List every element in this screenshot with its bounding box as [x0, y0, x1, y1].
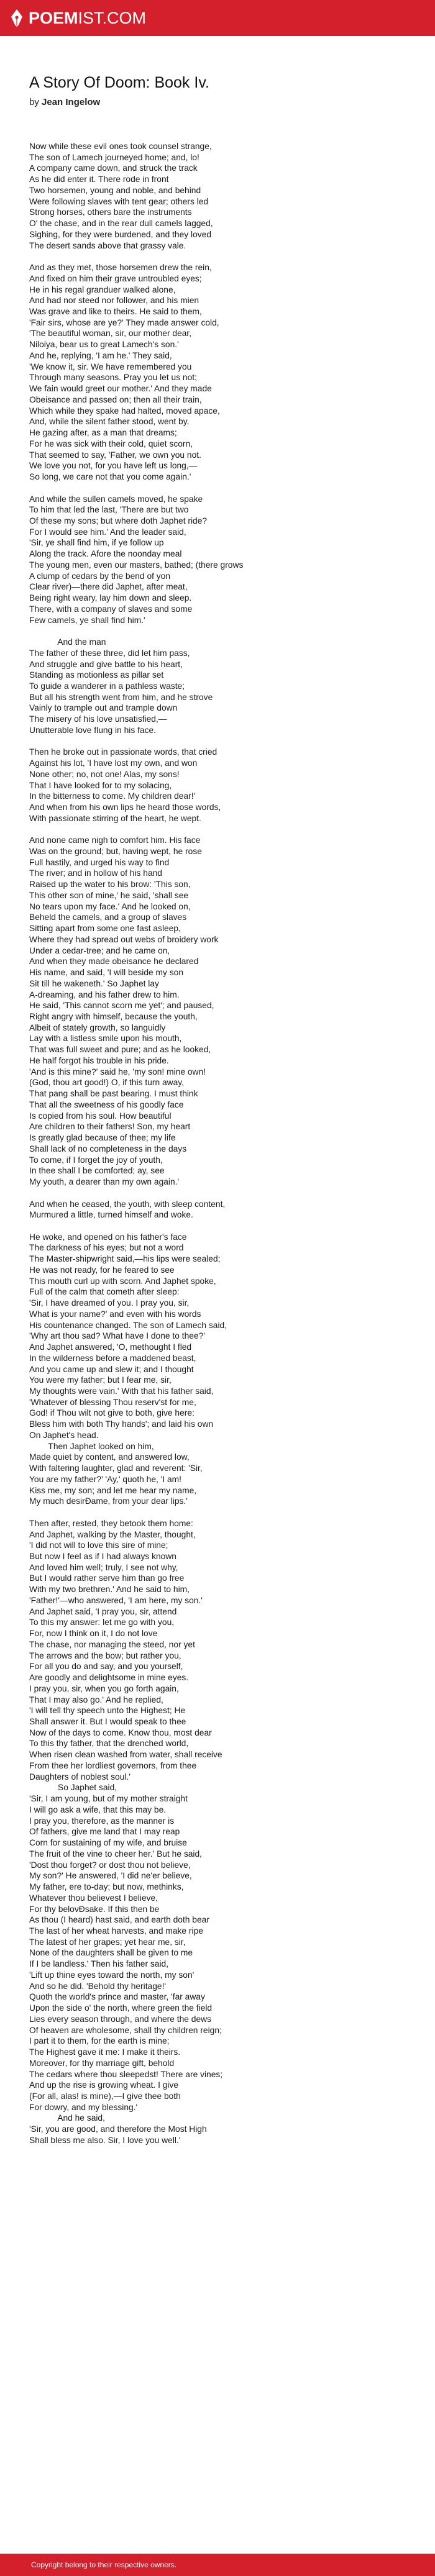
poem-line: To guide a wanderer in a pathless waste; [29, 681, 185, 691]
poem-line: And he said, [29, 2113, 105, 2123]
poem-line: Under a cedar-tree; and he came on, [29, 945, 170, 955]
poem-line: The fruit of the vine to cheer her.' But he said, [29, 1849, 202, 1859]
poem-line: 'I will tell thy speech unto the Highest; He [29, 1706, 186, 1716]
poem-line: Was on the ground; but, having wept, he rose [29, 847, 202, 856]
poem-line: My son?' He answered, 'I did ne'er believe, [29, 1871, 192, 1881]
poem-line: There, with a company of slaves and some [29, 604, 193, 614]
poem-line: That was full sweet and pure; and as he looked, [29, 1045, 211, 1055]
poem-line: Shall bless me also. Sir, I love you well.' [29, 2135, 181, 2145]
poem-line: The last of her wheat harvests, and make ripe [29, 1926, 203, 1936]
poem-line: And you came up and slew it; and I thought [29, 1364, 194, 1374]
poem-line: I will go ask a wife, that this may be. [29, 1805, 167, 1814]
poem-line: (For all, alas! is mine),—I give thee both [29, 2091, 181, 2101]
poem-line: 'Lift up thine eyes toward the north, my son' [29, 1970, 195, 1980]
poem-line: And while the sullen camels moved, he spake [29, 494, 203, 504]
poem-line: He half forgot his trouble in his pride. [29, 1055, 169, 1065]
poem-line: Vainly to trample out and trample down [29, 703, 178, 713]
poem-line: And Japhet said, 'I pray you, sir, attend [29, 1606, 177, 1616]
poem-line: Sitting apart from some one fast asleep, [29, 924, 181, 934]
poem-line: We fain would greet our mother.' And they made [29, 384, 212, 394]
poem-line: Now while these evil ones took counsel strange, [29, 142, 212, 151]
poem-line: Made quiet by content, and answered low, [29, 1452, 190, 1462]
poem-line: Sit till he wakeneth.' So Japhet lay [29, 978, 159, 988]
poem-line: Bless him with both Thy hands'; and laid his own [29, 1419, 214, 1429]
site-header [0, 0, 435, 36]
poem-line: The darkness of his eyes; but not a word [29, 1243, 184, 1253]
poem-line: Shall lack of no completeness in the days [29, 1144, 187, 1154]
poem-line: Being right weary, lay him down and sleep. [29, 593, 192, 603]
by-label: by [29, 97, 39, 107]
poem-line: Raised up the water to his brow: 'This son, [29, 880, 191, 890]
poem-line: That I may also go.' And he replied, [29, 1695, 163, 1704]
poem-line: So Japhet said, [29, 1783, 117, 1793]
poem-line: The chase, nor managing the steed, nor yet [29, 1639, 195, 1649]
poem-line: Is greatly glad because of thee; my life [29, 1133, 176, 1143]
poem-line: For dowry, and my blessing.' [29, 2102, 138, 2112]
poem-line: The desert sands above that grassy vale. [29, 240, 186, 250]
poem-container [29, 73, 408, 2146]
poem-line: Of fathers, give me land that I may reap [29, 1827, 180, 1837]
poem-line: As thou (I heard) hast said, and earth doth bear [29, 1915, 209, 1925]
poem-line: Albeit of stately growth, so languidly [29, 1022, 166, 1032]
poem-line: As he did enter it. There rode in front [29, 175, 169, 184]
poem-line: And Japhet, walking by the Master, thought, [29, 1529, 196, 1539]
poem-line: None of the daughters shall be given to me [29, 1948, 193, 1958]
poem-line: God! if Thou wilt not give to both, give here: [29, 1408, 195, 1418]
poem-line: The latest of her grapes; yet hear me, sir, [29, 1937, 186, 1947]
logo-text-rest: IST.COM [78, 8, 147, 27]
poem-line: Were following slaves with tent gear; others led [29, 196, 209, 206]
poem-line: And, while the silent father stood, went by. [29, 417, 190, 427]
poem-line: In the wilderness before a maddened beast, [29, 1353, 196, 1363]
poem-line: With my two brethren.' And he said to him, [29, 1585, 190, 1595]
poem-line: 'The beautiful woman, sir, our mother dear, [29, 329, 192, 339]
poem-line: Through many seasons. Pray you let us not; [29, 373, 197, 383]
poem-line: On Japhet's head. [29, 1430, 99, 1440]
poem-line: No tears upon my face.' And he looked on, [29, 901, 191, 911]
stanza-break [29, 824, 408, 835]
poem-line: Of these my sons; but where doth Japhet ride? [29, 516, 208, 526]
poem-line: 'We know it, sir. We have remembered you [29, 362, 192, 371]
poem-line: The misery of his love unsatisfied,— [29, 714, 167, 724]
poem-line: 'I did not will to love this sire of mine; [29, 1541, 168, 1550]
poem-line: 'Sir, I have dreamed of you. I pray you, sir, [29, 1298, 190, 1308]
poem-line: This other son of mine,' he said, 'shall see [29, 890, 189, 900]
author-link[interactable]: Jean Ingelow [42, 97, 101, 107]
poem-line: And when he ceased, the youth, with sleep content, [29, 1199, 226, 1209]
poem-line: Moreover, for thy marriage gift, behold [29, 2058, 175, 2068]
stanza-break [29, 1507, 408, 1518]
poem-line: Right angry with himself, because the youth, [29, 1012, 198, 1022]
poem-line: The cedars where thou sleepedst! There are vines; [29, 2069, 223, 2079]
poem-line: I part it to them, for the earth is mine; [29, 2036, 170, 2046]
poem-line: But I would rather serve him than go free [29, 1573, 185, 1583]
poem-line: My thoughts were vain.' With that his father said, [29, 1386, 214, 1396]
poem-line: He gazing after, as a man that dreams; [29, 428, 177, 438]
poem-line: Corn for sustaining of my wife, and bruise [29, 1838, 187, 1848]
poem-line: But now I feel as if I had always known [29, 1552, 176, 1561]
poem-line: Sighing, for they were burdened, and they loved [29, 229, 211, 239]
poem-line: And as they met, those horsemen drew the rein, [29, 263, 212, 273]
poem-line: Unutterable love flung in his face. [29, 725, 157, 735]
poem-line: And when from his own lips he heard those words, [29, 803, 221, 812]
poem-line: His countenance changed. The son of Lamech said, [29, 1320, 227, 1330]
copyright-text: Copyright belong to their respective owners. [31, 2560, 177, 2569]
poem-line: Which while they spake had halted, moved apace, [29, 406, 220, 416]
poem-line: O' the chase, and in the rear dull camels lagged, [29, 219, 213, 229]
poem-line: Murmured a little, turned himself and woke. [29, 1210, 193, 1220]
poem-line: 'Fair sirs, whose are ye?' They made answer cold, [29, 317, 219, 327]
poem-line: Kiss me, my son; and let me hear my name, [29, 1485, 197, 1495]
poem-line: In thee shall I be comforted; ay, see [29, 1166, 165, 1176]
poem-line: A-dreaming, and his father drew to him. [29, 990, 180, 999]
poem-line: In the bitterness to come. My children dear!' [29, 791, 196, 801]
poem-line: And so he did. 'Behold thy heritage!' [29, 1981, 167, 1991]
stanza-break [29, 736, 408, 747]
poem-line: Quoth the world's prince and master, 'far away [29, 1992, 205, 2002]
stanza-break [29, 626, 408, 637]
logo-text-bold: POEM [29, 8, 78, 27]
poem-line: To this thy father, that the drenched world, [29, 1739, 189, 1749]
poem-line: 'Sir, I am young, but of my mother straight [29, 1794, 188, 1804]
poem-line: 'Father!'—who answered, 'I am here, my son.' [29, 1595, 203, 1605]
poem-line: Then Japhet looked on him, [29, 1441, 154, 1451]
poem-line: Now of the days to come. Know thou, most dear [29, 1727, 212, 1737]
poem-line: Are goodly and delightsome in mine eyes. [29, 1673, 189, 1683]
poem-line: And he, replying, 'I am he.' They said, [29, 350, 172, 360]
poem-line: For he was sick with their cold, quiet scorn, [29, 439, 193, 448]
pen-nib-icon [10, 9, 24, 27]
poem-line: Then he broke out in passionate words, that cried [29, 747, 218, 757]
poem-line: What is your name?' and even with his words [29, 1309, 201, 1319]
poem-line: And had nor steed nor follower, and his mien [29, 296, 199, 306]
poem-line: If I be landless.' Then his father said, [29, 1959, 169, 1969]
poem-line: And struggle and give battle to his heart, [29, 659, 183, 669]
stanza-break [29, 483, 408, 494]
poem-line: That all the sweetness of his goodly face [29, 1099, 184, 1109]
poem-line: With faltering laughter, glad and reverent: 'Sir, [29, 1463, 203, 1473]
poem-line: To this my answer: let me go with you, [29, 1618, 175, 1627]
poem-line: That I have looked for to my solacing, [29, 780, 172, 790]
poem-body [29, 141, 408, 2146]
poem-line: Whatever thou believest I believe, [29, 1893, 158, 1903]
poem-line: 'Dost thou forget? or dost thou not believe, [29, 1860, 191, 1870]
poem-line: That pang shall be past bearing. I must think [29, 1089, 198, 1099]
poem-line: Full of the calm that cometh after sleep: [29, 1287, 180, 1297]
poem-line: A company came down, and struck the track [29, 163, 198, 173]
poem-line: My youth, a dearer than my own again.' [29, 1177, 180, 1187]
poem-line: 'Why art thou sad? What have I done to thee?' [29, 1331, 205, 1341]
poem-line: That seemed to say, 'Father, we own you not. [29, 450, 201, 460]
poem-title: A Story Of Doom: Book Iv. [29, 74, 209, 91]
poem-line: The father of these three, did let him pass, [29, 648, 190, 658]
poem-line: We love you not, for you have left us long,— [29, 461, 198, 471]
poem-line: A clump of cedars by the bend of yon [29, 571, 171, 581]
poem-line: This mouth curl up with scorn. And Japhet spoke, [29, 1276, 216, 1286]
poem-line: Upon the side o' the north, where green the field [29, 2003, 213, 2013]
site-footer [0, 2554, 435, 2576]
poem-line: Strong horses, others bare the instruments [29, 207, 192, 217]
poem-line: When risen clean washed from water, shall receive [29, 1750, 222, 1760]
poem-line: Daughters of noblest soul.' [29, 1772, 130, 1782]
poem-line: To him that led the last, 'There are but two [29, 505, 189, 515]
poem-line: For, now I think on it, I do not love [29, 1629, 158, 1639]
poem-line: He said, 'This cannot scorn me yet'; and paused, [29, 1001, 214, 1011]
poem-line: With passionate stirring of the heart, he wept. [29, 813, 201, 823]
poem-line: And fixed on him their grave untroubled eyes; [29, 273, 202, 283]
poem-line: He woke, and opened on his father's face [29, 1232, 187, 1242]
site-logo[interactable] [10, 9, 146, 28]
poem-line: To come, if I forget the joy of youth, [29, 1155, 163, 1165]
poem-line: For I would see him.' And the leader said, [29, 527, 186, 537]
poem-line: Of heaven are wholesome, shall thy children reign; [29, 2025, 222, 2035]
poem-line: For thy belovÐsake. If this then be [29, 1904, 160, 1914]
poem-line: Lies every season through, and where the dews [29, 2014, 211, 2024]
poem-line: 'And is this mine?' said he, 'my son! mine own! [29, 1067, 206, 1076]
poem-line: I pray you, therefore, as the manner is [29, 1816, 175, 1826]
poem-line: Along the track. Afore the noonday meal [29, 549, 182, 559]
poem-line: Niloiya, bear us to great Lamech's son.' [29, 340, 179, 350]
poem-line: And Japhet answered, 'O, methought I fled [29, 1342, 192, 1352]
poem-line: Two horsemen, young and noble, and behind [29, 185, 201, 195]
poem-line: Obeisance and passed on; then all their train, [29, 394, 202, 404]
poem-line: Is copied from his soul. How beautiful [29, 1111, 172, 1121]
poem-line: Then after, rested, they betook them home: [29, 1518, 193, 1528]
poem-line: And up the rise is growing wheat. I give [29, 2080, 179, 2090]
poem-line: Few camels, ye shall find him.' [29, 615, 145, 625]
poem-line: Are children to their fathers! Son, my heart [29, 1122, 191, 1132]
byline [29, 96, 408, 109]
poem-line: The young men, even our masters, bathed; (there grows [29, 560, 244, 570]
poem-line: Against his lot, 'I have lost my own, and won [29, 758, 198, 768]
poem-line: I pray you, sir, when you go forth again, [29, 1683, 179, 1693]
poem-line: Full hastily, and urged his way to find [29, 857, 170, 867]
poem-line: Clear river)—there did Japhet, after meat, [29, 582, 188, 592]
poem-line: Shall answer it. But I would speak to thee [29, 1717, 186, 1727]
poem-line: None other; no, not one! Alas, my sons! [29, 769, 180, 779]
poem-line: You were my father; but I fear me, sir, [29, 1375, 172, 1385]
poem-line: And none came nigh to comfort him. His face [29, 835, 201, 845]
poem-line: And loved him well; truly, I see not why, [29, 1562, 178, 1572]
stanza-break [29, 1188, 408, 1199]
poem-line: His name, and said, 'I will beside my son [29, 968, 184, 978]
poem-line: But all his strength went from him, and he strove [29, 692, 213, 702]
poem-line: Was grave and like to theirs. He said to them, [29, 307, 202, 317]
poem-line: Lay with a listless smile upon his mouth, [29, 1034, 182, 1044]
poem-line: The son of Lamech journeyed home; and, lo! [29, 152, 199, 162]
poem-line: From thee her lordliest governors, from thee [29, 1760, 197, 1770]
poem-line: You are my father?' 'Ay,' quoth he, 'I am! [29, 1474, 181, 1484]
poem-line: Beheld the camels, and a group of slaves [29, 913, 187, 922]
stanza-break [29, 1221, 408, 1232]
poem-line: He in his regal granduer walked alone, [29, 284, 176, 294]
poem-line: The river; and in hollow of his hand [29, 868, 162, 878]
stanza-break [29, 251, 408, 262]
poem-line: My much desirÐame, from your dear lips.' [29, 1496, 188, 1506]
poem-line: 'Whatever of blessing Thou reserv'st for me, [29, 1397, 196, 1407]
poem-line: The Highest gave it me: I make it theirs. [29, 2047, 181, 2057]
poem-line: 'Sir, you are good, and therefore the Most High [29, 2124, 207, 2134]
poem-line: Where they had spread out webs of broidery work [29, 934, 219, 944]
poem-line: So long, we care not that you come again.' [29, 472, 191, 482]
poem-line: The arrows and the bow; but rather you, [29, 1650, 181, 1660]
poem-line: The Master-shipwright said,—his lips were sealed; [29, 1254, 221, 1264]
poem-line: And the man [29, 637, 106, 647]
poem-line: And when they made obeisance he declared [29, 957, 199, 967]
poem-line: For all you do and say, and you yourself, [29, 1662, 183, 1672]
poem-line: He was not ready, for he feared to see [29, 1265, 175, 1275]
poem-line: 'Sir, ye shall find him, if ye follow up [29, 538, 164, 548]
poem-line: Standing as motionless as pillar set [29, 670, 164, 680]
poem-line: (God, thou art good!) O, if this turn away, [29, 1078, 184, 1088]
poem-line: My father, ere to-day; but now, methinks, [29, 1882, 184, 1892]
